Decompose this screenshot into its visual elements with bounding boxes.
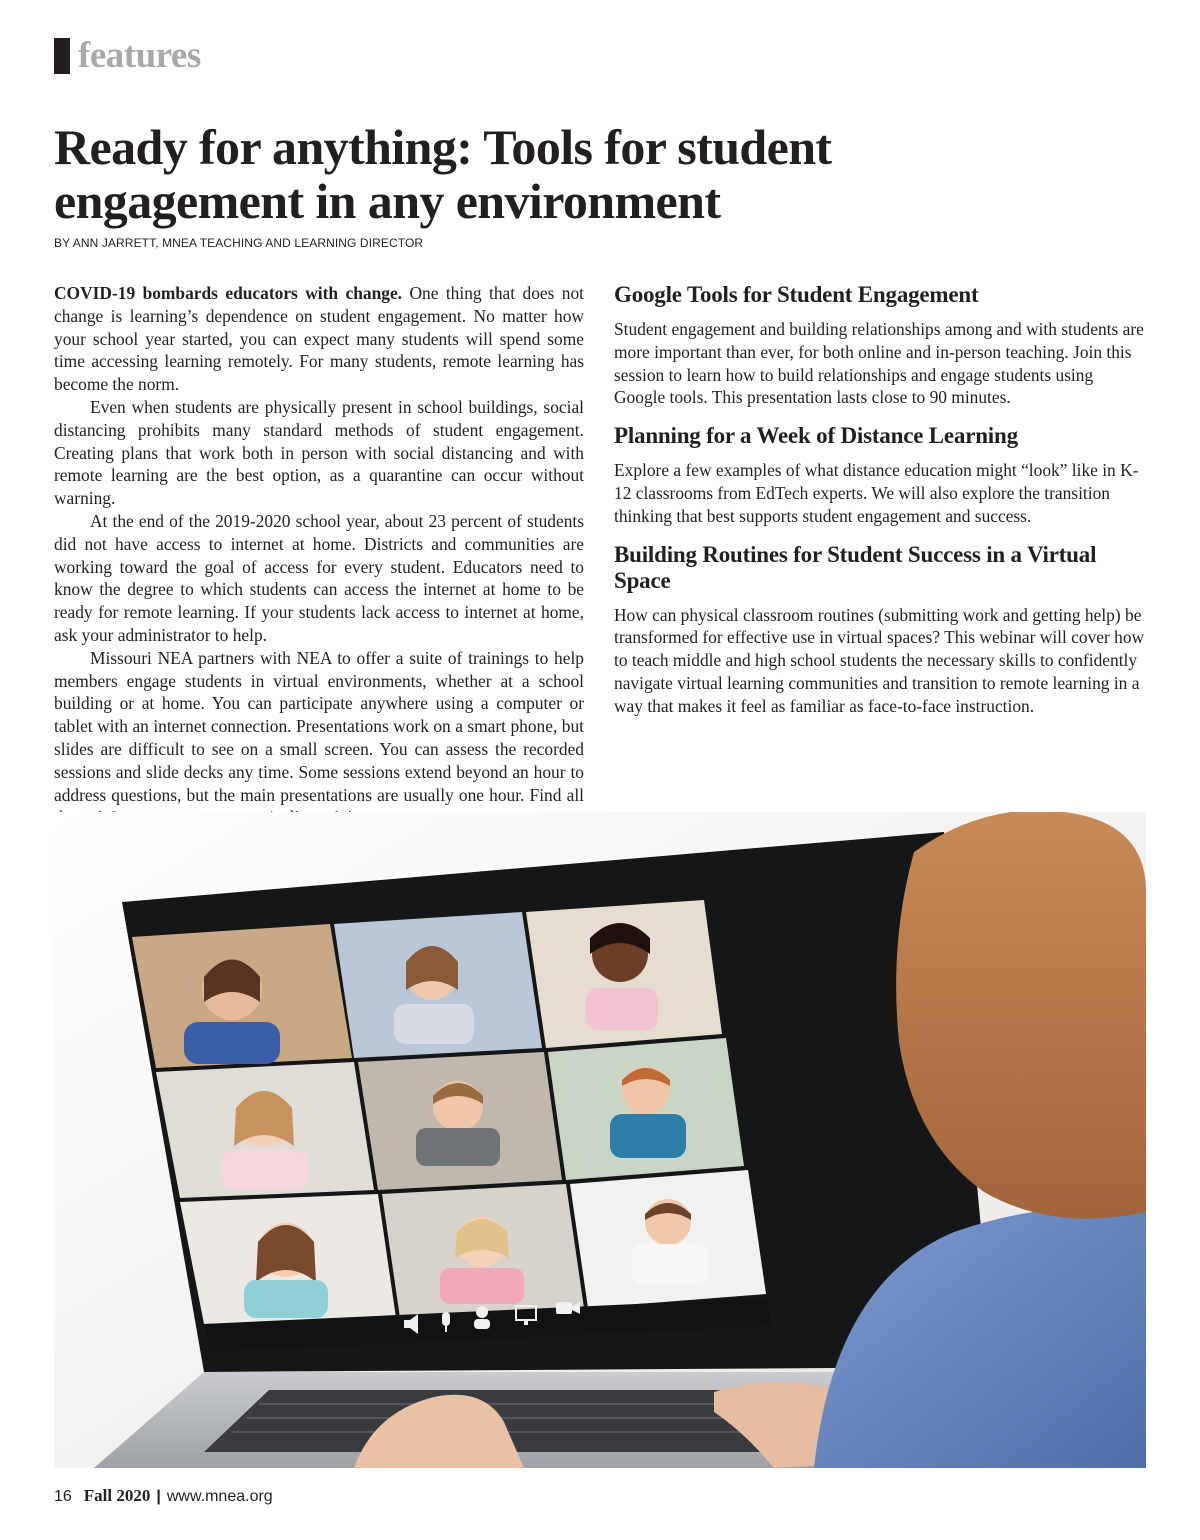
body-paragraph-3: At the end of the 2019-2020 school year, about 23 percent of students did not have access to internet at home. Districts and communities are working toward the goal of access for every student. Educators need to know the degree to which students can access the internet at home to be ready for remote learning. If your students lack access to internet at home, ask your administrator to help. [54, 510, 584, 645]
article-byline: BY ANN JARRETT, MNEA TEACHING AND LEARNING DIRECTOR [54, 236, 424, 250]
video-camera-icon [556, 1302, 580, 1314]
laptop-video-call-photo [54, 812, 1146, 1468]
footer-separator: | [156, 1488, 161, 1505]
footer-website: www.mnea.org [166, 1488, 273, 1505]
body-paragraph-1 [54, 282, 584, 396]
session-building-routines [614, 542, 1146, 718]
page-number: 16 [54, 1488, 72, 1505]
session-distance-learning [614, 423, 1146, 527]
lead-in: COVID-19 bombards educators with change. [54, 283, 403, 303]
session-description: Student engagement and building relationships among and with students are more important than ever, for both online and in-person teaching. Join this session to learn how to build relationships and engage students using Google tools. This presentation lasts close to 90 minutes. [614, 319, 1144, 408]
session-description: How can physical classroom routines (submitting work and getting help) be transformed for effective use in virtual spaces? This webinar will cover how to teach middle and high school students the necessary skills to confidently navigate virtual learning communities and transition to remote learning in a way that makes it feel as familiar as face-to-face instruction. [614, 604, 1145, 716]
section-tag [54, 36, 201, 74]
article-body [54, 282, 584, 829]
body-paragraph-1-text: One thing that does not change is learning’s dependence on student engagement. No matter how your school year started, you can expect many students will spend some time accessing learning remotely. For many students, remote learning has become the norm. [54, 283, 585, 395]
session-title: Planning for a Week of Distance Learning [614, 423, 1018, 449]
issue-label: Fall 2020 [83, 1486, 151, 1505]
sessions-column [614, 282, 1146, 732]
article-title: Ready for anything: Tools for student engagement in any environment [54, 119, 832, 229]
session-title: Google Tools for Student Engagement [614, 282, 979, 307]
video-call-grid [132, 900, 766, 1324]
session-google-tools [614, 282, 1146, 409]
page-footer [54, 1486, 273, 1506]
body-paragraph-4: Missouri NEA partners with NEA to offer a suite of trainings to help members engage students in virtual environments, whether at a school building or at home. You can participate anywhere using a computer or tablet with an internet connection. Presentations work on a smart phone, but slides are difficult to see on a small screen. You can assess the recorded sessions and slide decks any time. Some sessions extend beyond an hour to address questions, but the main presentations are usually one hour. Find all [54, 647, 584, 805]
section-label: features [78, 35, 201, 76]
body-paragraph-2: Even when students are physically present in school buildings, social distancing prohibits many standard methods of student engagement. Creating plans that work both in person with social distancing and with remote learning are the best option, as a quarantine can occur without warning. [54, 396, 584, 509]
session-description: Explore a few examples of what distance education might “look” like in K-12 classrooms from EdTech experts. We will also explore the transition thinking that best supports student engagement and success. [614, 460, 1139, 526]
session-title: Building Routines for Student Success in a Virtual Space [614, 541, 1097, 593]
section-tag-bar [54, 38, 70, 74]
